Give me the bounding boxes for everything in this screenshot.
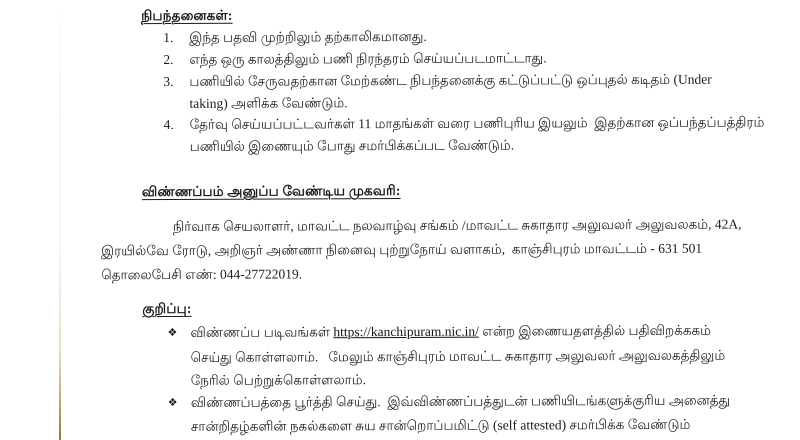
- item-number: 1.: [163, 29, 174, 46]
- condition-item-2: [163, 50, 546, 69]
- item-text: தேர்வு செய்யப்பட்டவர்கள் 11 மாதங்கள் வரை பணிபுரிய இயலும் இதற்கான ஒப்பந்தப்பத்திரம்: [189, 114, 765, 132]
- diamond-bullet-icon: ❖: [167, 396, 178, 410]
- item-number: 3.: [163, 73, 174, 90]
- conditions-heading: நிபந்தனைகள்:: [141, 7, 233, 24]
- note-bullet-2-text: விண்ணப்பத்தை பூர்த்தி செய்து. இவ்விண்ணப்பத்துடன் பணியிடங்களுக்குரிய அனைத்து: [190, 392, 731, 410]
- note-heading: குறிப்பு:: [142, 300, 192, 317]
- item-text: பணியில் சேருவதற்கான மேற்கண்ட நிபந்தனைக்கு கட்டுப்பட்டு ஒப்புதல் கடிதம் (Under: [189, 71, 712, 89]
- item-number: 4.: [163, 116, 174, 133]
- note-bullet-2: [168, 393, 730, 412]
- condition-item-3: [163, 72, 711, 91]
- note-bullet-1: [167, 323, 711, 342]
- item-text: எந்த ஒரு காலத்திலும் பணி நிரந்தரம் செய்யப்படமாட்டாது.: [189, 50, 547, 67]
- address-line-2: இரயில்வே ரோடு, அறிஞர் அண்ணா நினைவு புற்றுநோய் வளாகம், காஞ்சிபுரம் மாவட்டம் - 631 501: [101, 240, 703, 259]
- address-line-1: நிர்வாக செயலாளர், மாவட்ட நலவாழ்வு சங்கம் /மாவட்ட சுகாதார அலுவலர் அலுவலகம், 42A,: [172, 216, 742, 234]
- note-bullet-1-line-3: நேரில் பெற்றுக்கொள்ளலாம்.: [190, 372, 366, 388]
- address-heading: விண்ணப்பம் அனுப்ப வேண்டிய முகவரி:: [141, 182, 401, 200]
- condition-item-3-continuation: taking) அளிக்க வேண்டும்.: [189, 95, 348, 111]
- diamond-bullet-icon: ❖: [167, 326, 178, 340]
- note-bullet-1-line-2: செய்து கொள்ளலாம். மேலும் காஞ்சிபுரம் மாவட்ட சுகாதார அலுவலர் அலுவலகத்திலும்: [190, 347, 726, 365]
- item-text: இந்த பதவி முற்றிலும் தற்காலிகமானது.: [189, 28, 427, 45]
- website-link[interactable]: https://kanchipuram.nic.in/: [333, 323, 479, 340]
- item-number: 2.: [163, 51, 174, 68]
- condition-item-4: [164, 114, 765, 133]
- condition-item-1: [163, 29, 427, 47]
- note-bullet-1-text-suffix: என்ற இணையதளத்தில் பதிவிறக்ககம்: [478, 322, 711, 339]
- note-bullet-1-text: விண்ணப்ப படிவங்கள்: [190, 324, 334, 340]
- address-line-3: தொலைபேசி எண்: 044-27722019.: [101, 266, 303, 283]
- condition-item-4-continuation: பணியில் இணையும் போது சமர்பிக்கப்பட வேண்டும்.: [189, 137, 515, 154]
- note-bullet-2-line-2: சான்றிதழ்களின் நகல்களை சுய சான்றொப்பமிட்டு (self attested) சமர்பிக்க வேண்டும்: [190, 416, 691, 434]
